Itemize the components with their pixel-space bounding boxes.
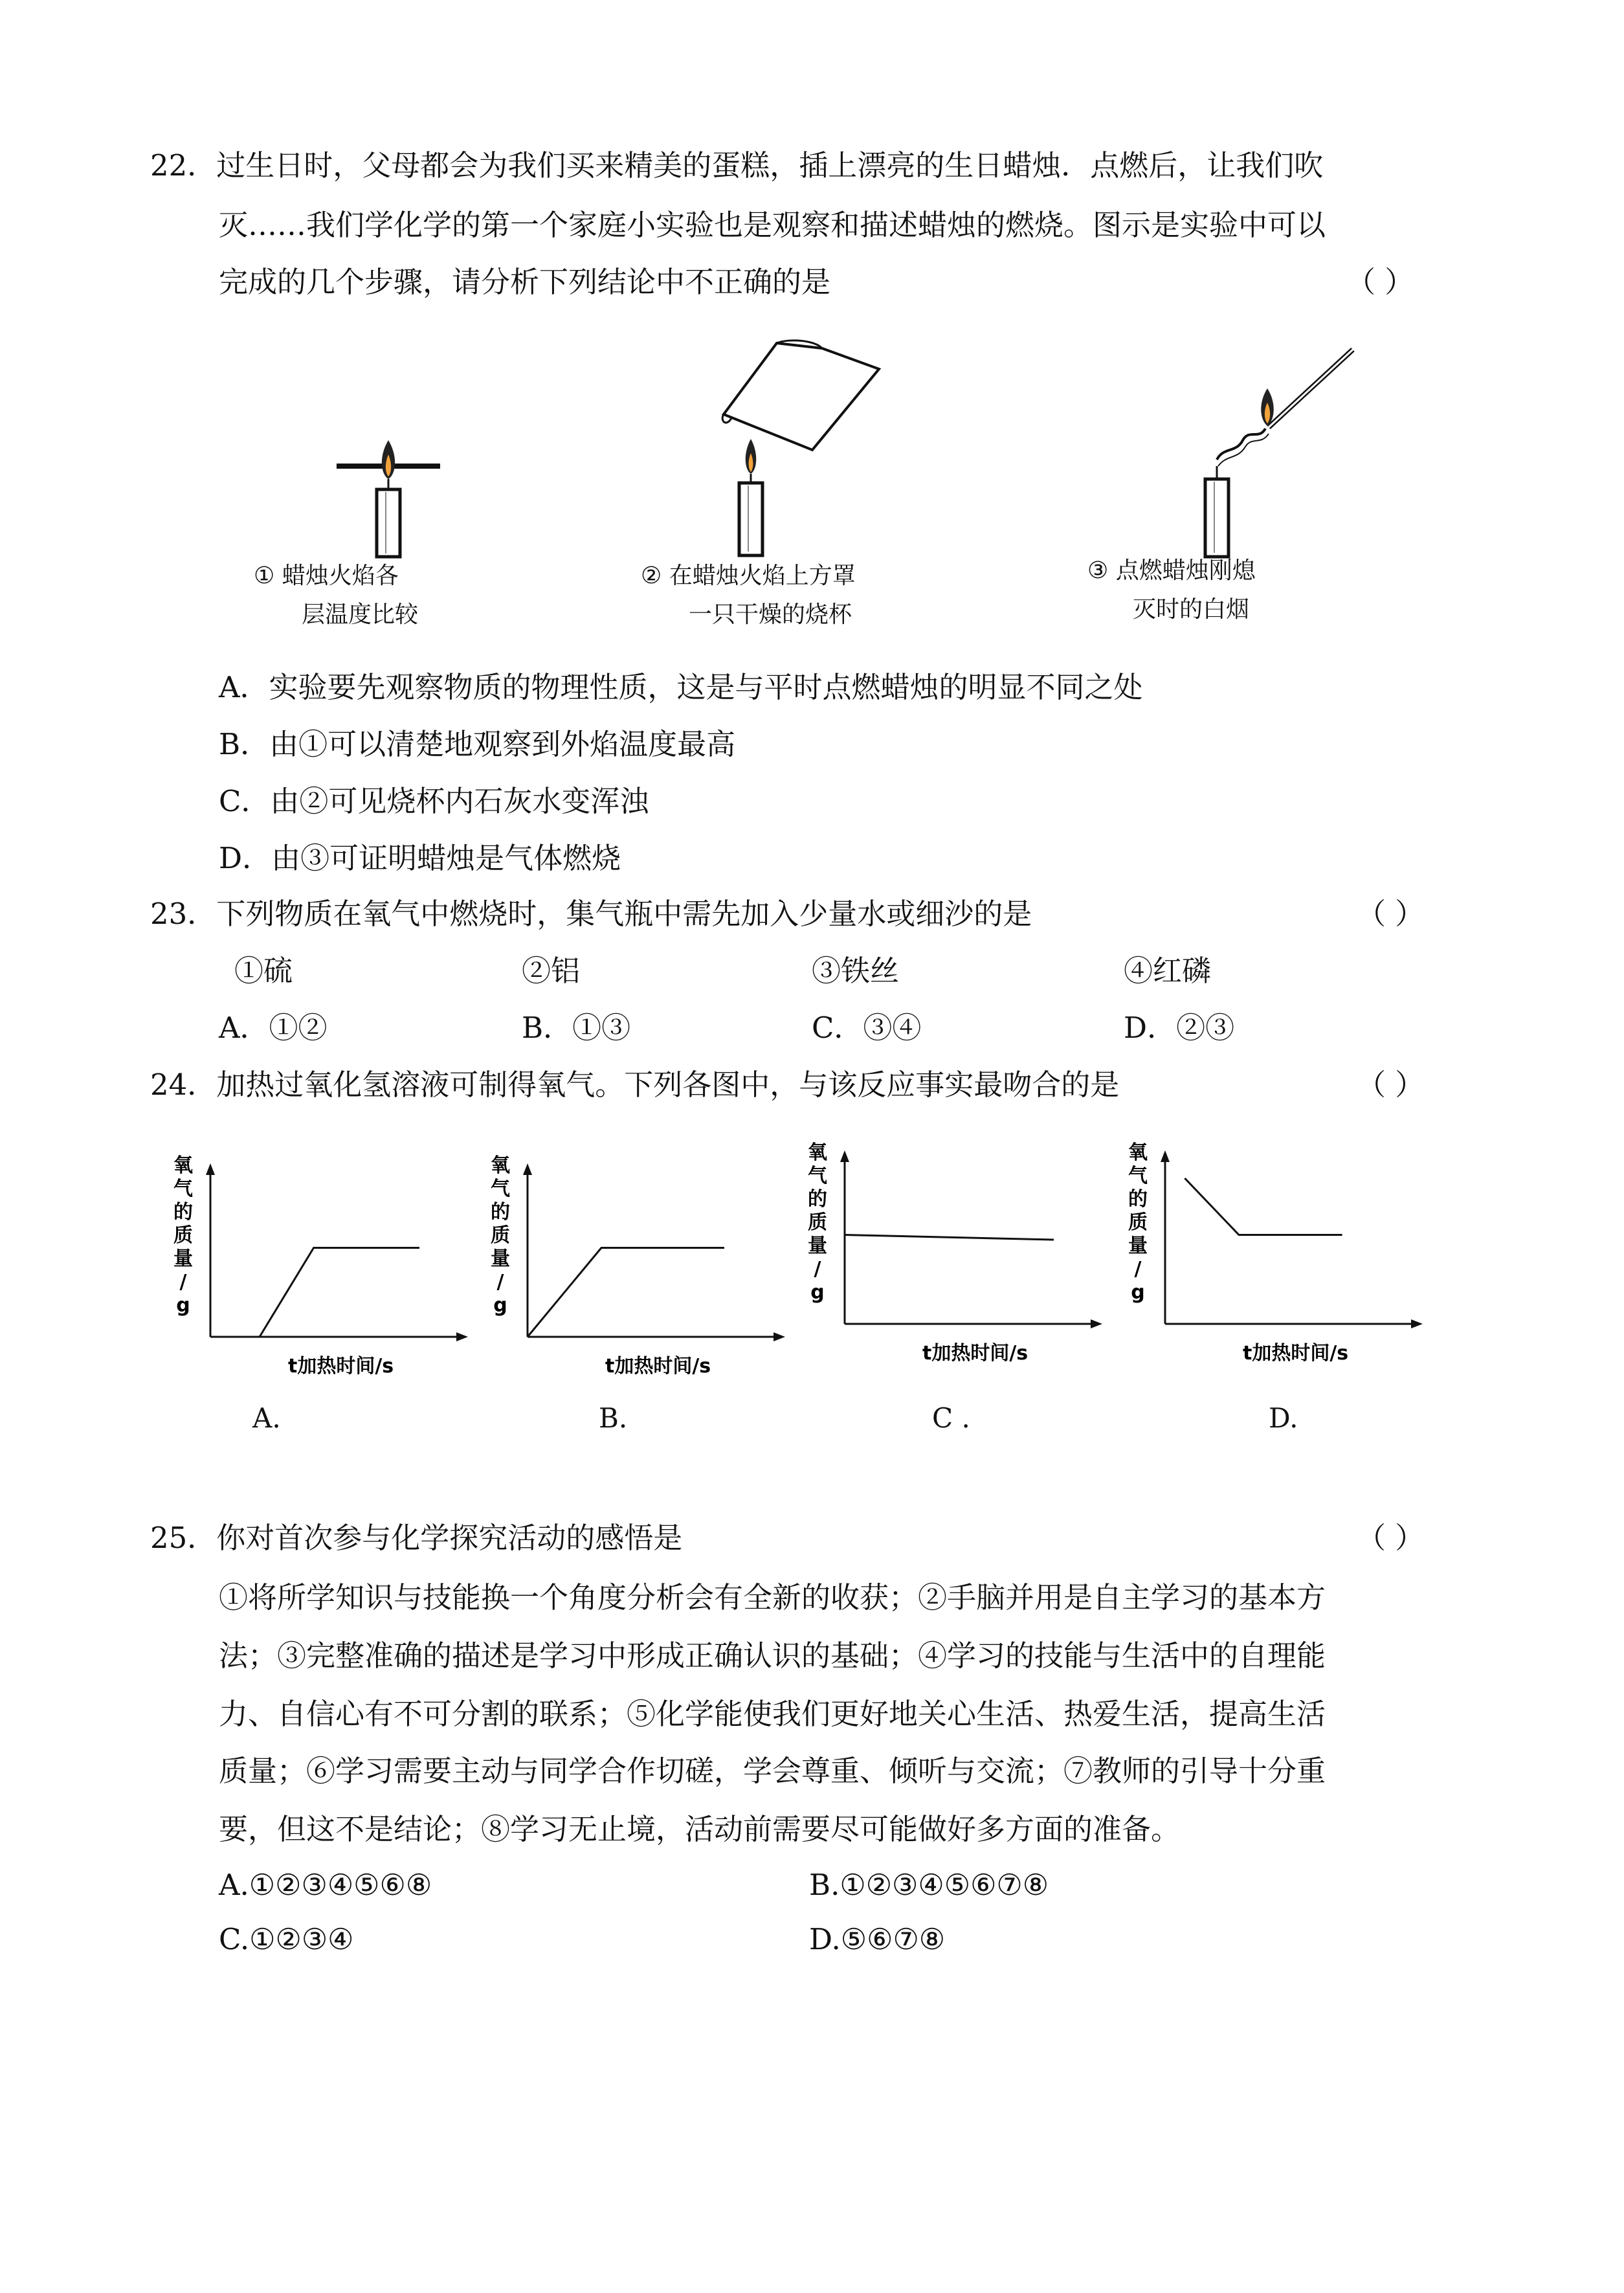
oxygen-mass-graph-d (1120, 1139, 1424, 1372)
graph-y-label-char: 氧 (1128, 1141, 1148, 1164)
graph-y-label-char: 质 (1128, 1211, 1148, 1234)
q23-item-1: ①硫 (234, 954, 293, 988)
q22-option-a: A．实验要先观察物质的物理性质，这是与平时点燃蜡烛的明显不同之处 (219, 670, 1143, 704)
q25-body-line-2: 法；③完整准确的描述是学习中形成正确认识的基础；④学习的技能与生活中的自理能 (219, 1639, 1326, 1673)
graph-y-label-char: 量 (1128, 1235, 1148, 1257)
q25-option-c: C.①②③④ (219, 1922, 354, 1956)
graph-y-label-char: 的 (808, 1188, 827, 1211)
graph-y-label-char: 的 (173, 1201, 193, 1224)
graph-y-arrow (1161, 1150, 1170, 1162)
candle-figure-1 (324, 414, 453, 563)
graph-y-label-char: 量 (173, 1247, 193, 1270)
graph-x-label: t加热时间/s (605, 1355, 711, 1378)
graph-y-label-char: 气 (173, 1178, 193, 1200)
q22-option-d: D．由③可证明蜡烛是气体燃烧 (219, 841, 621, 875)
graph-y-label-char: 氧 (808, 1141, 827, 1164)
graph-x-arrow (456, 1332, 468, 1341)
candle-figure-3 (1178, 343, 1372, 563)
graph-y-arrow (523, 1163, 532, 1175)
figure-2-caption-line-2: 一只干燥的烧杯 (689, 601, 852, 628)
figure-3-caption-line-1: ③ 点燃蜡烛刚熄 (1087, 557, 1256, 584)
graph-data-line (1185, 1178, 1342, 1235)
graph-y-label-char: 量 (808, 1235, 827, 1257)
candle-figure-2 (712, 337, 893, 563)
q25-answer-blank: （ ） (1357, 1521, 1425, 1555)
q25-stem: 25．你对首次参与化学探究活动的感悟是 (150, 1521, 683, 1555)
graph-option-letter-b: B. (599, 1402, 628, 1434)
q24-stem: 24．加热过氧化氢溶液可制得氧气。下列各图中，与该反应事实最吻合的是 (150, 1068, 1120, 1102)
q25-option-a: A.①②③④⑤⑥⑧ (219, 1868, 432, 1902)
graph-x-arrow (773, 1332, 785, 1341)
q23-option-c: C．③④ (812, 1011, 922, 1045)
graph-y-label-char: / (179, 1271, 187, 1293)
graph-option-letter-c: C . (932, 1402, 970, 1434)
q22-option-b: B．由①可以清楚地观察到外焰温度最高 (219, 727, 736, 761)
q25-option-d: D.⑤⑥⑦⑧ (809, 1922, 946, 1956)
oxygen-mass-graph-c (799, 1139, 1104, 1372)
graph-y-label-char: 氧 (173, 1154, 193, 1177)
graph-x-arrow (1091, 1319, 1102, 1328)
graph-y-label-char: 氧 (491, 1154, 510, 1177)
figure-1-caption-line-1: ① 蜡烛火焰各 (254, 563, 399, 589)
graph-y-label-char: / (814, 1258, 821, 1281)
graph-x-arrow (1411, 1319, 1423, 1328)
graph-y-label-char: 的 (1128, 1188, 1148, 1211)
graph-y-label-char: 质 (491, 1224, 510, 1247)
graph-y-label-char: / (496, 1271, 504, 1293)
graph-y-label-char: 气 (491, 1178, 510, 1200)
q25-body-line-3: 力、自信心有不可分割的联系；⑤化学能使我们更好地关心生活、热爱生活，提高生活 (219, 1697, 1326, 1731)
q25-body-line-1: ①将所学知识与技能换一个角度分析会有全新的收获；②手脑并用是自主学习的基本方 (219, 1580, 1326, 1615)
graph-data-line (210, 1248, 419, 1337)
q23-item-2: ②铝 (522, 954, 581, 988)
graph-y-label-char: 气 (1128, 1165, 1148, 1187)
q22-option-c: C．由②可见烧杯内石灰水变浑浊 (219, 784, 649, 818)
q23-option-d: D．②③ (1124, 1011, 1235, 1045)
graph-y-label-char: g (493, 1294, 507, 1317)
q25-option-b: B.①②③④⑤⑥⑦⑧ (809, 1868, 1049, 1902)
q23-item-4: ④红磷 (1124, 954, 1212, 988)
q22-answer-blank: （ ） (1346, 265, 1414, 299)
q23-answer-blank: （ ） (1357, 897, 1425, 931)
graph-y-label-char: 气 (808, 1165, 827, 1187)
q22-line-2: 灭……我们学化学的第一个家庭小实验也是观察和描述蜡烛的燃烧。图示是实验中可以 (219, 208, 1326, 242)
q22-line-1: 22．过生日时，父母都会为我们买来精美的蛋糕，插上漂亮的生日蜡烛．点燃后，让我们吹 (150, 148, 1324, 183)
graph-y-label-char: 质 (173, 1224, 193, 1247)
graph-y-label-char: 的 (491, 1201, 510, 1224)
graph-x-label: t加热时间/s (1243, 1342, 1349, 1365)
graph-data-line (845, 1235, 1054, 1240)
q22-line-3: 完成的几个步骤，请分析下列结论中不正确的是 (219, 265, 831, 299)
oxygen-mass-graph-a (165, 1152, 469, 1385)
graph-y-label-char: g (1131, 1281, 1145, 1304)
graph-x-label: t加热时间/s (922, 1342, 1029, 1365)
graph-y-arrow (840, 1150, 849, 1162)
q25-body-line-4: 质量；⑥学习需要主动与同学合作切磋，学会尊重、倾听与交流；⑦教师的引导十分重 (219, 1754, 1326, 1788)
graph-option-letter-a: A. (252, 1402, 281, 1434)
q23-option-b: B．①③ (522, 1011, 631, 1045)
q24-answer-blank: （ ） (1357, 1068, 1425, 1102)
graph-y-arrow (206, 1163, 215, 1175)
graph-option-letter-d: D. (1269, 1402, 1298, 1434)
graph-y-label-char: / (1134, 1258, 1142, 1281)
oxygen-mass-graph-b (482, 1152, 786, 1385)
q23-stem: 23．下列物质在氧气中燃烧时，集气瓶中需先加入少量水或细沙的是 (150, 897, 1032, 931)
q25-body-line-5: 要，但这不是结论；⑧学习无止境，活动前需要尽可能做好多方面的准备。 (219, 1812, 1181, 1846)
figure-3-caption-line-2: 灭时的白烟 (1133, 596, 1250, 623)
graph-x-label: t加热时间/s (288, 1355, 394, 1378)
q23-option-a: A．①② (219, 1011, 328, 1045)
graph-y-label-char: g (810, 1281, 825, 1304)
graph-y-label-char: 量 (491, 1247, 510, 1270)
q23-item-3: ③铁丝 (812, 954, 900, 988)
graph-data-line (528, 1248, 724, 1337)
graph-y-label-char: 质 (808, 1211, 827, 1234)
graph-y-label-char: g (176, 1294, 190, 1317)
figure-1-caption-line-2: 层温度比较 (302, 601, 419, 628)
figure-2-caption-line-1: ② 在蜡烛火焰上方罩 (641, 563, 856, 589)
